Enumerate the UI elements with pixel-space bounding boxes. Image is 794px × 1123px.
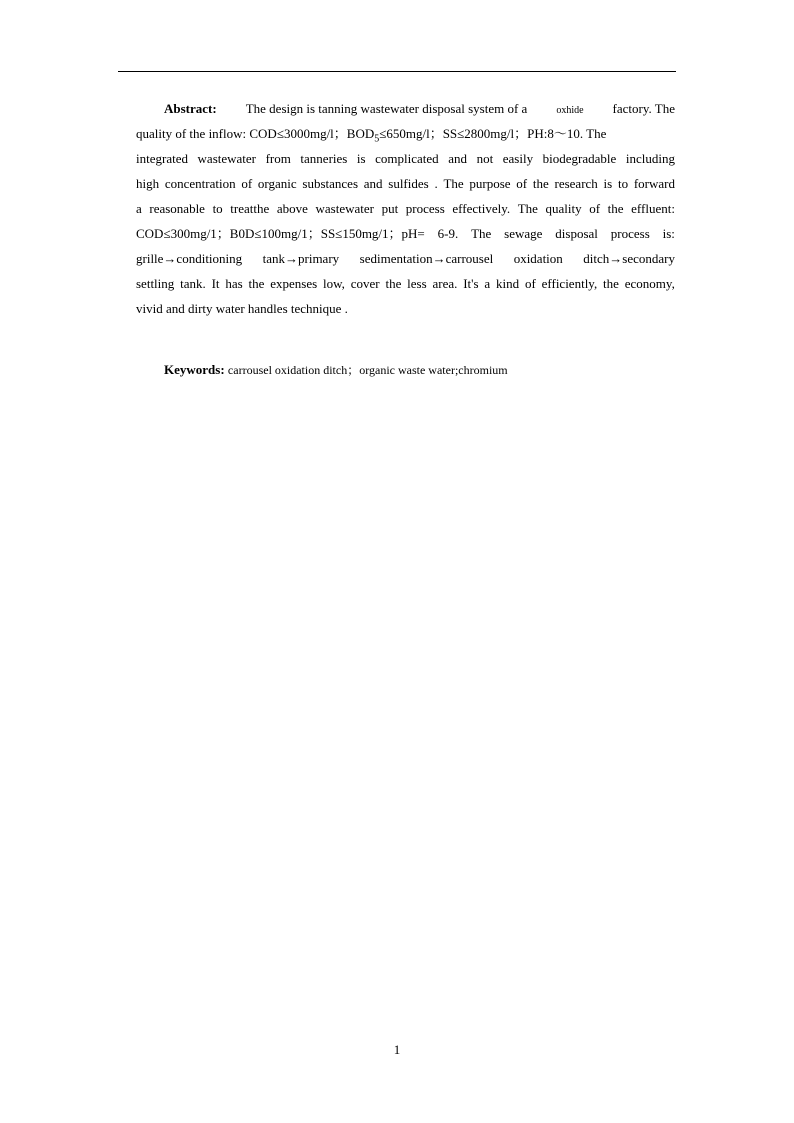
word: is — [603, 176, 613, 191]
word: easily — [502, 151, 534, 166]
keywords-line — [164, 358, 676, 382]
page-number: 1 — [393, 1042, 401, 1057]
abstract-line-6 — [136, 221, 675, 246]
word: 6-9. — [437, 226, 459, 241]
word: wastewater — [197, 151, 257, 166]
abstract-line-2 — [136, 121, 675, 146]
header-rule — [118, 71, 676, 72]
abstract-line-9-text: vivid and dirty water handles technique . — [136, 301, 348, 316]
word: sewage — [504, 226, 543, 241]
abstract-paragraph — [136, 96, 675, 321]
word: It's — [463, 276, 479, 291]
word: grille→conditioning — [136, 251, 243, 266]
word: less — [407, 276, 427, 291]
abstract-line-4-text — [136, 171, 675, 196]
word: tank. — [180, 276, 206, 291]
word: quality — [545, 201, 582, 216]
abstract-line-1 — [136, 96, 675, 121]
abstract-line-2-end: ≤650mg/l；SS≤2800mg/l；PH:8～10. The — [379, 126, 607, 141]
abstract-heading: Abstract: — [164, 101, 217, 116]
abstract-line-3-text — [136, 146, 675, 171]
abstract-line-8-text — [136, 271, 675, 296]
abstract-line-5 — [136, 196, 675, 221]
word: It — [211, 276, 220, 291]
keywords-value: carrousel oxidation ditch；organic waste water;chromium — [227, 363, 508, 377]
word: put — [381, 201, 399, 216]
word: a — [484, 276, 491, 291]
word: not — [476, 151, 494, 166]
word: research — [554, 176, 598, 191]
word: and — [363, 176, 383, 191]
abstract-line-5-text — [136, 196, 675, 221]
word: complicated — [375, 151, 439, 166]
word: process — [610, 226, 650, 241]
keywords-label: Keywords: — [164, 362, 225, 377]
word: of — [524, 276, 536, 291]
word: area. — [432, 276, 458, 291]
word: disposal — [555, 226, 598, 241]
word: ditch→secondary — [583, 251, 675, 266]
word: above — [276, 201, 308, 216]
word: biodegradable — [542, 151, 617, 166]
word: effectively. — [452, 201, 511, 216]
word: economy, — [624, 276, 675, 291]
word: treatthe — [230, 201, 270, 216]
word: from — [265, 151, 291, 166]
word: tank→primary — [262, 251, 340, 266]
abstract-line-1-text: The design is tanning wastewater disposal system of a — [245, 101, 528, 116]
word: sulfides — [388, 176, 429, 191]
word: reasonable — [149, 201, 205, 216]
abstract-line-1-small: oxhide — [556, 105, 584, 116]
abstract-line-3 — [136, 146, 675, 171]
word: kind — [496, 276, 520, 291]
abstract-line-8 — [136, 271, 675, 296]
word: integrated — [136, 151, 188, 166]
word: tanneries — [300, 151, 348, 166]
word: expenses — [270, 276, 318, 291]
abstract-line-7-text — [136, 246, 675, 271]
abstract-line-9 — [136, 296, 675, 321]
word: of — [516, 176, 528, 191]
word: The — [517, 201, 538, 216]
abstract-line-4 — [136, 171, 675, 196]
word: The — [443, 176, 464, 191]
word: low, — [323, 276, 345, 291]
word: COD≤300mg/1；B0D≤100mg/1；SS≤150mg/1；pH= — [136, 226, 425, 241]
abstract-line-6-text — [136, 221, 675, 246]
word: substances — [302, 176, 359, 191]
word: wastewater — [315, 201, 374, 216]
word: settling — [136, 276, 175, 291]
word: has — [225, 276, 243, 291]
word: and — [448, 151, 468, 166]
word: of — [241, 176, 253, 191]
word: of — [589, 201, 601, 216]
abstract-line-7 — [136, 246, 675, 271]
word: the — [385, 276, 402, 291]
word: including — [625, 151, 675, 166]
abstract-line-2-sub: 5 — [374, 133, 380, 145]
word: a — [136, 201, 142, 216]
word: is — [356, 151, 366, 166]
word: the — [532, 176, 549, 191]
word: The — [471, 226, 492, 241]
word: purpose — [469, 176, 511, 191]
word: cover — [350, 276, 380, 291]
word: sedimentation→carrousel — [359, 251, 494, 266]
word: process — [405, 201, 445, 216]
word: the — [603, 276, 619, 291]
word: forward — [633, 176, 675, 191]
word: . — [434, 176, 438, 191]
word: the — [248, 276, 265, 291]
word: high — [136, 176, 160, 191]
word: is: — [662, 226, 675, 241]
word: to — [212, 201, 223, 216]
abstract-line-1-end: factory. The — [612, 101, 675, 116]
word: to — [617, 176, 629, 191]
abstract-line-2-start: quality of the inflow: COD≤3000mg/l；BOD — [136, 126, 375, 141]
word: oxidation — [513, 251, 563, 266]
word: organic — [257, 176, 297, 191]
word: effluent: — [631, 201, 675, 216]
word: the — [607, 201, 624, 216]
word: efficiently, — [541, 276, 598, 291]
word: concentration — [164, 176, 236, 191]
